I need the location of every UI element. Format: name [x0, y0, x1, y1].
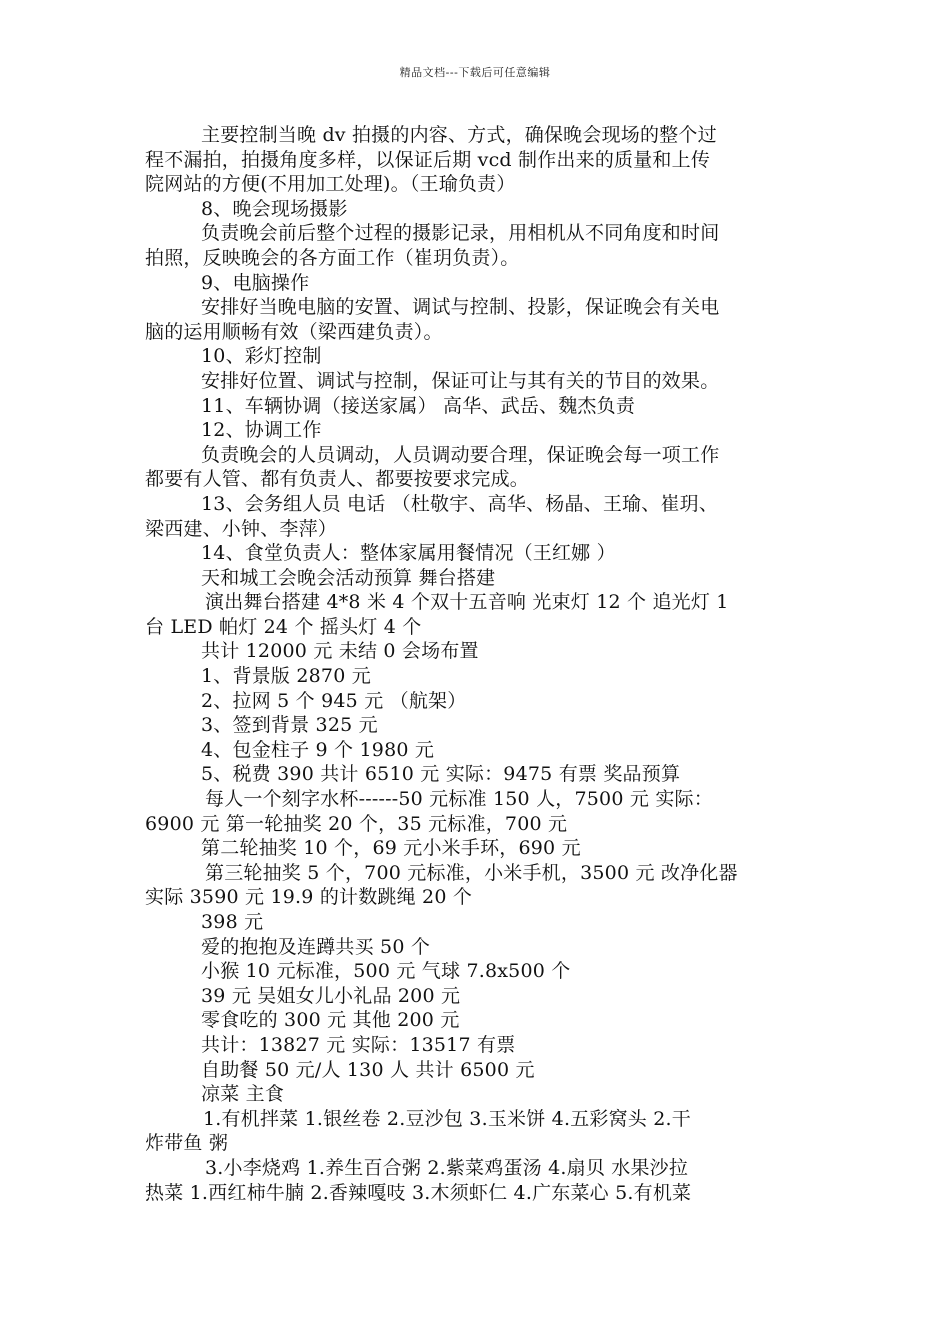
text-line: 演出舞台搭建 4*8 米 4 个双十五音响 光束灯 12 个 追光灯 1 — [205, 591, 729, 614]
text-line: 安排好位置、调试与控制，保证可让与其有关的节目的效果。 — [201, 369, 720, 392]
text-line: 负责晚会前后整个过程的摄影记录，用相机从不同角度和时间 — [201, 222, 720, 245]
text-line: 小猴 10 元标准，500 元 气球 7.8x500 个 — [201, 960, 571, 983]
text-line: 台 LED 帕灯 24 个 摇头灯 4 个 — [145, 615, 422, 638]
text-line: 共计 12000 元 未结 0 会场布置 — [201, 640, 479, 663]
list-item: 5、税费 390 共计 6510 元 实际：9475 有票 奖品预算 — [201, 763, 681, 786]
text-line: 负责晚会的人员调动，人员调动要合理，保证晚会每一项工作 — [201, 443, 720, 466]
text-line: 天和城工会晚会活动预算 舞台搭建 — [201, 566, 496, 589]
list-item: 2、拉网 5 个 945 元 （航架） — [201, 689, 467, 712]
list-item: 1、背景版 2870 元 — [201, 665, 371, 688]
document-body — [145, 123, 807, 1205]
text-line: 主要控制当晚 dv 拍摄的内容、方式，确保晚会现场的整个过 — [201, 124, 717, 146]
list-item: 3、签到背景 325 元 — [201, 714, 378, 737]
text-line: 程不漏拍，拍摄角度多样，以保证后期 vcd 制作出来的质量和上传 — [145, 148, 711, 171]
text-line: 39 元 吴姐女儿小礼品 200 元 — [201, 984, 461, 1007]
text-line: 梁西建、小钟、李萍） — [145, 517, 338, 540]
list-item: 4、包金柱子 9 个 1980 元 — [201, 738, 435, 761]
menu-line: 炸带鱼 粥 — [145, 1132, 229, 1155]
section-heading: 14、食堂负责人：整体家属用餐情况（王红娜 ） — [201, 542, 616, 565]
text-line: 爱的抱抱及连蹲共买 50 个 — [201, 935, 431, 958]
section-heading: 11、车辆协调（接送家属） 高华、武岳、魏杰负责 — [201, 394, 636, 417]
section-heading: 9、电脑操作 — [201, 271, 310, 294]
menu-line: 1.有机拌菜 1.银丝卷 2.豆沙包 3.玉米饼 4.五彩窝头 2.干 — [203, 1107, 691, 1130]
menu-line: 3.小李烧鸡 1.养生百合粥 2.紫菜鸡蛋汤 4.扇贝 水果沙拉 — [205, 1156, 689, 1179]
text-line: 安排好当晚电脑的安置、调试与控制、投影，保证晚会有关电 — [201, 296, 720, 319]
text-line: 院网站的方便(不用加工处理)。（王瑜负责） — [145, 173, 516, 196]
text-line: 共计：13827 元 实际：13517 有票 — [201, 1033, 516, 1056]
text-line: 自助餐 50 元/人 130 人 共计 6500 元 — [201, 1058, 535, 1081]
text-line: 脑的运用顺畅有效（梁西建负责）。 — [145, 320, 443, 343]
menu-line: 热菜 1.西红柿牛腩 2.香辣嘎吱 3.木须虾仁 4.广东菜心 5.有机菜 — [145, 1181, 692, 1204]
text-line: 零食吃的 300 元 其他 200 元 — [201, 1009, 460, 1032]
text-line: 398 元 — [201, 911, 264, 933]
section-heading: 12、协调工作 — [201, 419, 322, 442]
text-line: 实际 3590 元 19.9 的计数跳绳 20 个 — [145, 886, 473, 909]
text-line: 第三轮抽奖 5 个，700 元标准，小米手机，3500 元 改净化器 — [205, 861, 738, 884]
text-line: 6900 元 第一轮抽奖 20 个，35 元标准，700 元 — [145, 812, 568, 835]
text-line: 每人一个刻字水杯------50 元标准 150 人，7500 元 实际： — [205, 788, 713, 811]
text-line: 拍照，反映晚会的各方面工作（崔玥负责）。 — [145, 246, 520, 269]
text-line: 凉菜 主食 — [201, 1083, 285, 1106]
section-heading: 13、会务组人员 电话 （杜敬宇、高华、杨晶、王瑜、崔玥、 — [201, 492, 719, 515]
section-heading: 8、晚会现场摄影 — [201, 197, 348, 220]
section-heading: 10、彩灯控制 — [201, 345, 322, 368]
text-line: 第二轮抽奖 10 个，69 元小米手环，690 元 — [201, 837, 581, 860]
text-line: 都要有人管、都有负责人、都要按要求完成。 — [145, 468, 530, 491]
page-header: 精品文档---下载后可任意编辑 — [399, 66, 551, 79]
